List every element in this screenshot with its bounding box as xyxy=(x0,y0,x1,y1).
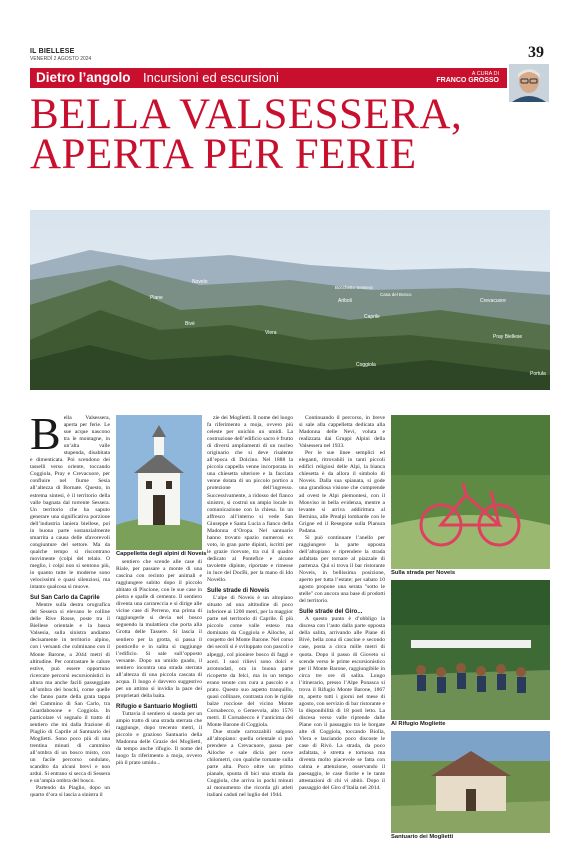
paragraph: ella Valsessera, aperta per ferie. Le sue acque nascono tra le montagne, in un’alta valle stupenda, disabitata e dimenticata. Poi scendono dei tasselli verso oriente, toccando Coggiola, Pray e Crevacuore, per confluire nel fiume Sesia all’altezza di Bornate. Questo, in estrema sintesi, è il territorio della valle bagnata dal torrente Sessera. Un territorio che ha saputo generare una significativa porzione dell’industria laniera biellese, poi in buona parte sostanzialmente smarrita a causa delle sfavorevoli congiunture del settore. Ma da qualche tempo si riscontrano movimente (colpi del telaio. O meglio, i colpi non si sentono più, in quanto tutte le moderne sono velocissimi e quasi silenziosi, ma intanto qualcosa si muove. xyxy=(30,415,110,591)
map-label-novelo: Novelo xyxy=(192,279,208,285)
paragraph: A questo punto è d’obbligo la discesa con l’auto dalla parte opposta della salita, arrivando alle Piane di Bivè, bella zona di cascine e secondo case, posta a circa mille metri di quota. Dopo il passo di Gioveto si scende verso le prime escursionistico per il Monte Barone, raggiungibile in circa tre ore di salita. Lungo l’itinerario, presso l’Alpe Ponasca si trova il Rifugio Monte Barone, 1867 m, aperto tutti i giorni nel mese di agosto, con servizio di bar ristorante e la disponibilità di 18 posti letto. La discesa verso valle riprende dalle Piane con il passaggio tra le borgate alte di Coggiola, toccando Biolla, Viera e lasciando poco discoste le case di Rivò. La strada, da poco asfaltata, è stretta e tortuosa ma diventa molto piacevole se fatta con calma e attenzione, osservando il paesaggio, le case fiorite e le tante attestazioni di chi vi abitò. Dopo il passaggio del Giro d’Italia nel 2014. xyxy=(299,616,385,792)
headline-line-1: BELLA VALSESSERA, xyxy=(30,91,463,138)
page-number: 39 xyxy=(528,44,544,61)
section-banner xyxy=(30,68,507,88)
publication-name: IL BIELLESE xyxy=(30,48,75,55)
map-label-viera: Viera xyxy=(265,330,277,336)
caption-bike: Sulla strada per Noveis xyxy=(391,570,456,576)
section-title: Incursioni ed escursioni xyxy=(143,70,279,85)
paragraph: zie dei Moglietti. Il nome del luogo fa riferimento a moja, ovvero più celeste per unichin un umidi. La costruzione dell’edificio sacro è frutto di diversi ampliamenti di un nucleo originario che si deve risalente all’epoca di Dolcino. Nel 1888 la piccola cappella venne incorporata in una chiesetta ulteriore e la facciata venne dotata di un piccolo portico a protezione dell’ingresso. Successivamente, a ridosso del fianco sinistro, si costruì un ampio locale in comunicazione con la chiesa. In un affresco all’interno si vede San Giuseppe e Santa Lucia a fianco della Madonna d’Oropa. Nel santuario hanno trovato spazio numerosi ex voto, in gran parte dipinti, iscritti per le grazie ricevute, tra cui il quadro dedicato al Pontefice e alcune tavolette dipinte, riportate e rimesse in luce del DocBi, per la mano di Ido Novello. xyxy=(207,415,293,584)
paragraph: L’alpe di Noveis è un altopiano situato ad una altitudine di poco inferiore ai 1200 metri, per la maggior parte nel territorio di Caprile. È più piccolo come valle esteso ma dominato da Coggiola e Ailoche, al cospetto del Monte Barone. Nel corso dei secoli si è sviluppato con pascoli e alpeggi, col pioniere bosco di faggi e aceri. I suoi rilievi sono dolci e arrotondati, ora in buona parte ricoperte da felci, ma in un tempo erano tenute con cura a pascolo e a prato. Questo suo aspetto tranquillo, quasi collinare, contrasta con le rigide balze rocciose del vicino Monte Cornabecco, o Gemevola, alto 1576 metri. Il Cornabecco è l’anticima del Monte Barone di Coggiola. xyxy=(207,595,293,728)
section-kicker: Dietro l’angolo xyxy=(36,70,131,85)
rifugio-photo xyxy=(391,580,550,720)
byline-label: A CURA DI xyxy=(471,71,499,77)
subhead-giro: Sulle strade del Giro... xyxy=(299,609,363,616)
article-column-3 xyxy=(207,415,293,841)
headline xyxy=(30,91,550,178)
byline-name: FRANCO GROSSO xyxy=(436,76,499,84)
article-column-2 xyxy=(116,559,202,841)
paragraph: Tuttavia il sentiero si snoda per un ampio tratto di una strada sterrata che raggiunge, dopo trecento metri, il piccolo e grazioso Santuario della Madonna delle Grazie dei Moglietti, da tempo anche rifugio. Il nome del luogo fa riferimento a moja, ovvero più il prato umido... xyxy=(116,710,202,767)
chapel-photo xyxy=(116,415,202,550)
bike-photo xyxy=(391,415,550,569)
map-label-portula: Portula xyxy=(530,371,546,377)
map-label-bocchetto-sessera: Bocchetto Sessera xyxy=(335,285,373,290)
article-column-1 xyxy=(30,415,110,841)
paragraph: Continuando il percorso, in breve si sale alla cappelletta dedicata alla Madonna delle Nevi, voluta e realizzata dai Gruppi Alpini della Valsessera nel 1933. xyxy=(299,415,385,450)
subhead-rifugio: Rifugio e Santuario Moglietti xyxy=(116,703,198,710)
paragraph: sentiero che scende alle case di Riale, per passare a monte di una cascina con recinto per animali e raggiungere subito dopo il piccolo abitato di Piscione, con le sue case in pietra e spalle di cemento. Il sentiero diventa una carrareccia e si dirige alle vicine case di Perreno, ma prima di raggiungerle si devia nel bosco seguendo la mulattiera che porta alla Grotta delle Tassere. Si lascia il sentiero per la grotta, si passa il ponticello e in salita si raggiunge l’edificio. Si sale sull’opposto versante. Dopo un umido guado, il sentiero incontra una strada sterrata all’altezza di una piccola cascata di acqua. Il luogo è davvero suggestivo per un attimo si invidia la pace dei proprietari della baita. xyxy=(116,559,202,699)
caption-rifugio: Al Rifugio Mogliette xyxy=(391,721,446,727)
byline xyxy=(436,71,499,84)
paragraph: Mentre sulla destra orografica del Sessera si elevano le colline delle Rive Rosse, poste tra il Biellese orientale e la bassa Valsesia, sulla sinistra andiamo decisamente in territorio alpino, con i versanti che culminano con il Monte Barone, a 2044 metri di altitudine. Per contrastare le calure estive, può essere opportuno ricercare percorsi escursionistici in altura ma anche facili passeggiate all’ombra dei boschi, come quelle che fanno parte della grata tappa del Cammino di San Carlo, tra Guardabosone e Coggiola. In particolare vi segnalo il tratto di sentiero che mi dalla frazione di Piaglio di Caprile al Santuario dei Moglietti. Sono poco più di una trentina minuti di cammino all’ombra di un bosco misto, con un facile percorso ondulato, scandito da alcuni brevi e non ardui. Si entrano si secca di Sessera e un’ampia ombra del bosco. xyxy=(30,602,110,785)
paragraph: Due strade carrozzabili salgono all’altopiano: quella orientale si può prendere a Crevacuore, passa per Ailoche e sale dicia per nove chilometri, con qualche tornante sulla parte alta. Poco oltre un primo pianale, spunta di bici una strada da Coggiola, che arriva in pochi minuti al monumento che ricorda gli atleti italiani caduti nel luglio del 1944. xyxy=(207,729,293,799)
caption-santuario: Santuario dei Moglietti xyxy=(391,834,454,840)
panorama-photo xyxy=(30,210,550,390)
map-label-ariboli: Ariboli xyxy=(338,298,352,304)
santuario-photo xyxy=(391,731,550,833)
issue-date: VENERDÌ 2 AGOSTO 2024 xyxy=(30,56,92,62)
paragraph: Partendo da Piaglio, dopo un quarto d’ora si lascia a sinistra il xyxy=(30,785,110,799)
map-label-casa-del-bosco: Casa del Bosco xyxy=(380,292,412,297)
article-column-4 xyxy=(299,415,385,841)
map-label-caprile: Caprile xyxy=(364,314,380,320)
map-label-pray-biellese: Pray Biellese xyxy=(493,334,523,340)
drop-cap: B xyxy=(30,415,61,459)
map-label-piane: Piane xyxy=(150,295,163,301)
map-label-crevacuore: Crevacuore xyxy=(480,298,506,304)
map-label-coggiola: Coggiola xyxy=(356,362,376,368)
paragraph: Si può continuare l’anello per raggiungere la parte opposta dell’altopiano e riprendere la strada asfaltata per tornare al piazzale di partenza. Qui si trova il bar ristorante Noveis, in bellissima posizione, aperto per tutta l’estate; per sabato 10 agosto propone una serata "sotto le stelle" con ancora una base di prodotti del territorio. xyxy=(299,534,385,605)
map-label-bive: Bivè xyxy=(185,321,195,327)
paragraph: Per le sue linee semplici ed eleganti, ritrovabili in tanti piccoli edifici religiosi delle Alpi, la bianca chiesetta è da allora il simbolo di Noveis. Dalla sua spianata, si gode una grandiosa visione che comprende ad ovest le Alpi piemontesi, con il Monviso in bella evidenza, mentre a levante si arriva addirittura al Bernina, alle Prealpi lombarde con le Grigne ed il Resegone sulla Pianura Padana. xyxy=(299,450,385,534)
subhead-noveis: Sulle strade di Noveis xyxy=(207,588,270,595)
headline-line-2: APERTA PER FERIE xyxy=(30,131,417,178)
caption-chapel: Cappelletta degli alpini di Noveis xyxy=(116,551,207,557)
subhead-caprile: Sul San Carlo da Caprile xyxy=(30,595,100,602)
